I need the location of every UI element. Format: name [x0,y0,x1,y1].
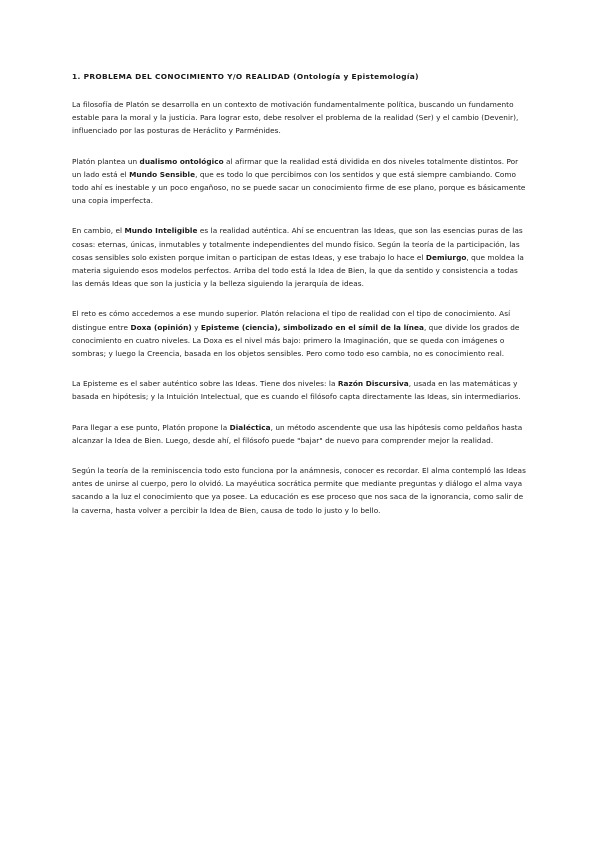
paragraph [72,377,528,403]
paragraph [72,224,528,290]
bold-term: dualismo ontológico [139,156,224,166]
bold-term: Mundo Sensible [129,169,196,179]
bold-term: Demiurgo [425,252,467,262]
text-run: y [191,322,201,332]
bold-term: Doxa (opinión) [130,322,192,332]
text-run: El reto es cómo accedemos a ese mundo superior. Platón relaciona el tipo de realidad con el tipo de conocimiento. Así distingue entre [72,309,511,332]
text-run: , un método ascendente que usa las hipótesis como peldaños hasta alcanzar la Idea de Bien. Luego, desde ahí, el filósofo puede "bajar" de nuevo para comprender mejor la realidad. [72,422,523,445]
paragraph [72,464,528,517]
section-heading: 1. PROBLEMA DEL CONOCIMIENTO Y/O REALIDAD (Ontología y Epistemología) [72,72,419,81]
paragraph [72,98,528,138]
text-run: , que divide los grados de conocimiento en cuatro niveles. La Doxa es el nivel más bajo: primero la Imaginación, que se queda con imágenes o sombras; y luego la Creencia, basada en los objetos sensibles. Pero como todo eso cambia, no es conocimiento real. [72,322,520,359]
text-run: , usada en las matemáticas y basada en hipótesis; y la Intuición Intelectual, que es cuando el filósofo capta directamente las Ideas, sin intermediarios. [72,379,521,402]
text-run: En cambio, el [72,226,125,236]
text-run: La Episteme es el saber auténtico sobre las Ideas. Tiene dos niveles: la [72,379,338,389]
text-run: Platón plantea un [72,156,140,166]
text-run: , que es todo lo que percibimos con los sentidos y que está siempre cambiando. Como todo ahí es inestable y un poco engañoso, no se puede sacar un conocimiento firme de ese plano, porque es básicamente una copia imperfecta. [72,169,526,206]
text-run: , que moldea la materia siguiendo esos modelos perfectos. Arriba del todo está la Idea de Bien, la que da sentido y consistencia a todas las demás Ideas que son la justicia y la belleza siguiendo la jerarquía de ideas. [72,252,524,289]
text-run: al afirmar que la realidad está dividida en dos niveles totalmente distintos. Por un lado está el [72,156,519,179]
paragraph [72,421,528,447]
bold-term: Dialéctica [229,422,271,432]
text-run: es la realidad auténtica. Ahí se encuentran las Ideas, que son las esencias puras de las cosas: eternas, únicas, inmutables y totalmente independientes del mundo físico. Según la teoría de la participación, las cosas sensibles solo existen porque imitan o participan de estas Ideas, y ese trabajo lo hace el [72,226,523,262]
document-body [72,98,528,534]
text-run: Para llegar a ese punto, Platón propone la [72,422,230,432]
paragraph [72,307,528,360]
text-run: Según la teoría de la reminiscencia todo esto funciona por la anámnesis, conocer es recordar. El alma contempló las Ideas antes de unirse al cuerpo, pero lo olvidó. La mayéutica socrática permite que mediante preguntas y diálogo el alma vaya sacando a la luz el conocimiento que ya posee. La educación es ese proceso que nos saca de la ignorancia, como salir de la caverna, hasta volver a percibir la Idea de Bien, causa de todo lo justo y lo bello. [72,466,526,515]
bold-term: Episteme (ciencia), simbolizado en el símil de la línea [200,322,424,332]
bold-term: Mundo Inteligible [124,226,198,236]
text-run: La filosofía de Platón se desarrolla en un contexto de motivación fundamentalmente política, buscando un fundamento estable para la moral y la justicia. Para lograr esto, debe resolver el problema de la realidad (Ser) y el cambio (Devenir), influenciado por las posturas de Heráclito y Parménides. [72,100,519,136]
paragraph [72,155,528,208]
bold-term: Razón Discursiva [337,379,409,389]
